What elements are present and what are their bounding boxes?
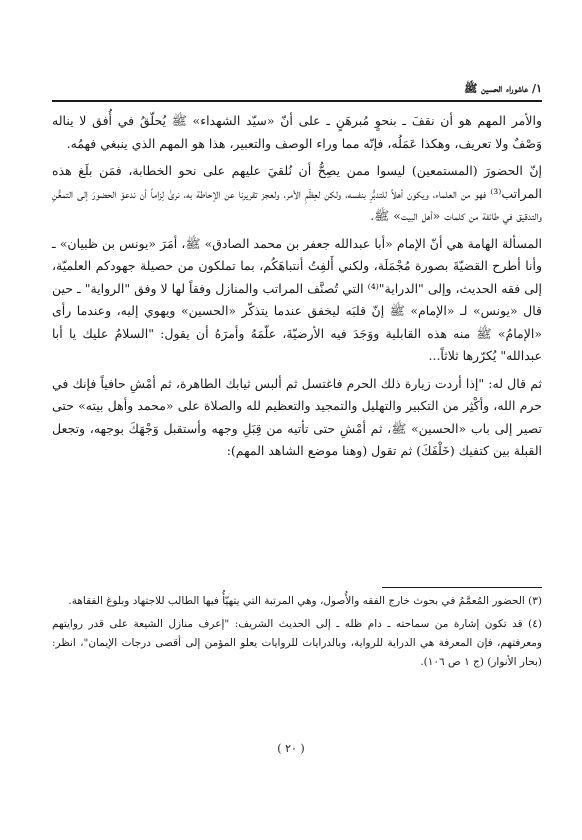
running-header: ١/ عاشوراء الحسين ﷺ xyxy=(464,82,542,95)
footnotes xyxy=(52,592,542,676)
main-text xyxy=(52,110,542,468)
paragraph: والأمر المهم هو أن نقفَ ـ بنحوٍ مُبرهَنٍ ـ على أنّ «سيّد الشهداء» ﷺ يُحلّقُ في أُفق لا يناله وَصْفٌ ولا تعريف، وهكذا عَمَلُه، فإنّه مما وراء الوصف والتعبير، هذا هو المهم الذي ينبغي فهمُه. xyxy=(52,113,542,151)
footnote: (٤) قد تكون إشارة من سماحته ـ دام ظله ـ إلى الحديث الشريف: "إعرف منازل الشيعة على قدر روايتهم ومعرفتهم، فإن المعرفة هي الدراية للرواية، وبالدرايات للروايات يعلو المؤمن إلى أقصى درجات الإيمان"، انظر: (بحار الأنوار) (ج ١ ص ١٠٦). xyxy=(52,618,542,668)
footnote-rule xyxy=(382,587,542,588)
page-number: ( ٢٠ ) xyxy=(277,742,305,755)
paragraph: ثم قال له: "إذا أردت زيارة ذلك الحرم فاغتسل ثم ألبس ثيابك الطاهرة، ثم أمْشِ حافياً فإنك في حرم الله، وأكْثِر من التكبير والتهليل والتمجيد والتعظيم لله والصلاة على «محمد وأهل بيته» حتى تصير إلى باب «الحسين» ﷺ، ثم أمْشِ حتى تأتيه من قِبَلِ وجهه وأستقبل وَجْهَكَ بوجهه، وتجعل القبلة بين كتفيك (خَلْفَكَ) ثم تقول (وهنا موضع الشاهد المهم): xyxy=(52,375,542,458)
footnote: (٣) الحضور المُعمَّمُ في بحوث خارج الفقه والأُصول، وهي المرتبة التي يتهيّأُ فيها الطالب للاجتهاد وبلوغ الفقاهة. xyxy=(68,595,542,607)
paragraph: المسألة الهامة هي أنّ الإمام «أبا عبدالله جعفر بن محمد الصادق» ﷺ، أمَرَ «يونس بن ظبيان» ـ وأنا أطرح القضيّةَ بصورة مُجْمَلَة، ولكني أَلفِتُ أنتباهَكُم، بما تملكون من حصيلة جهودكم العلميّة، إلى فقه الحديث، وإلى "الدراية"⁽⁴⁾ التي تُصنَّف المراتب والمنازل وفقاً لها لا وفق "الرواية" ـ حين قال «يونس» لـ «الإمام» ﷺ إنّ قلبَه ليخفق عندما يتذكّر «الحسين» ويهوي إليه، وعندما رأى «الإمامُ» ﷺ منه هذه القابلية ووَجَدَ فيه الأرضيّةَ، علّمَهُ وأمرَهُ أن يقول: "السلامُ عليك يا أبا عبدالله" يُكرّرها ثلاثاً... xyxy=(52,235,542,363)
header-rule xyxy=(52,100,542,102)
paragraph: إنّ الحضورَ (المستمعين) ليسوا ممن يصِحُّ أن نُلقيَ عليهم على نحو الخطابة، فمَن بلَغ هذه المراتب⁽³⁾ فهو من العلماء، ويكون أهلاً للتدبُّرِ بنفسه، ولكن لعِظَمِ الأمر، ولعجز تقريرنا عن الإحاطة به، نرىٰ لِزاماً أن ندعوَ الحضورَ إلى التمعُّنِ والتدقيق في طائفة من كلمات «أهل البيت» ﷺ. xyxy=(52,163,542,223)
